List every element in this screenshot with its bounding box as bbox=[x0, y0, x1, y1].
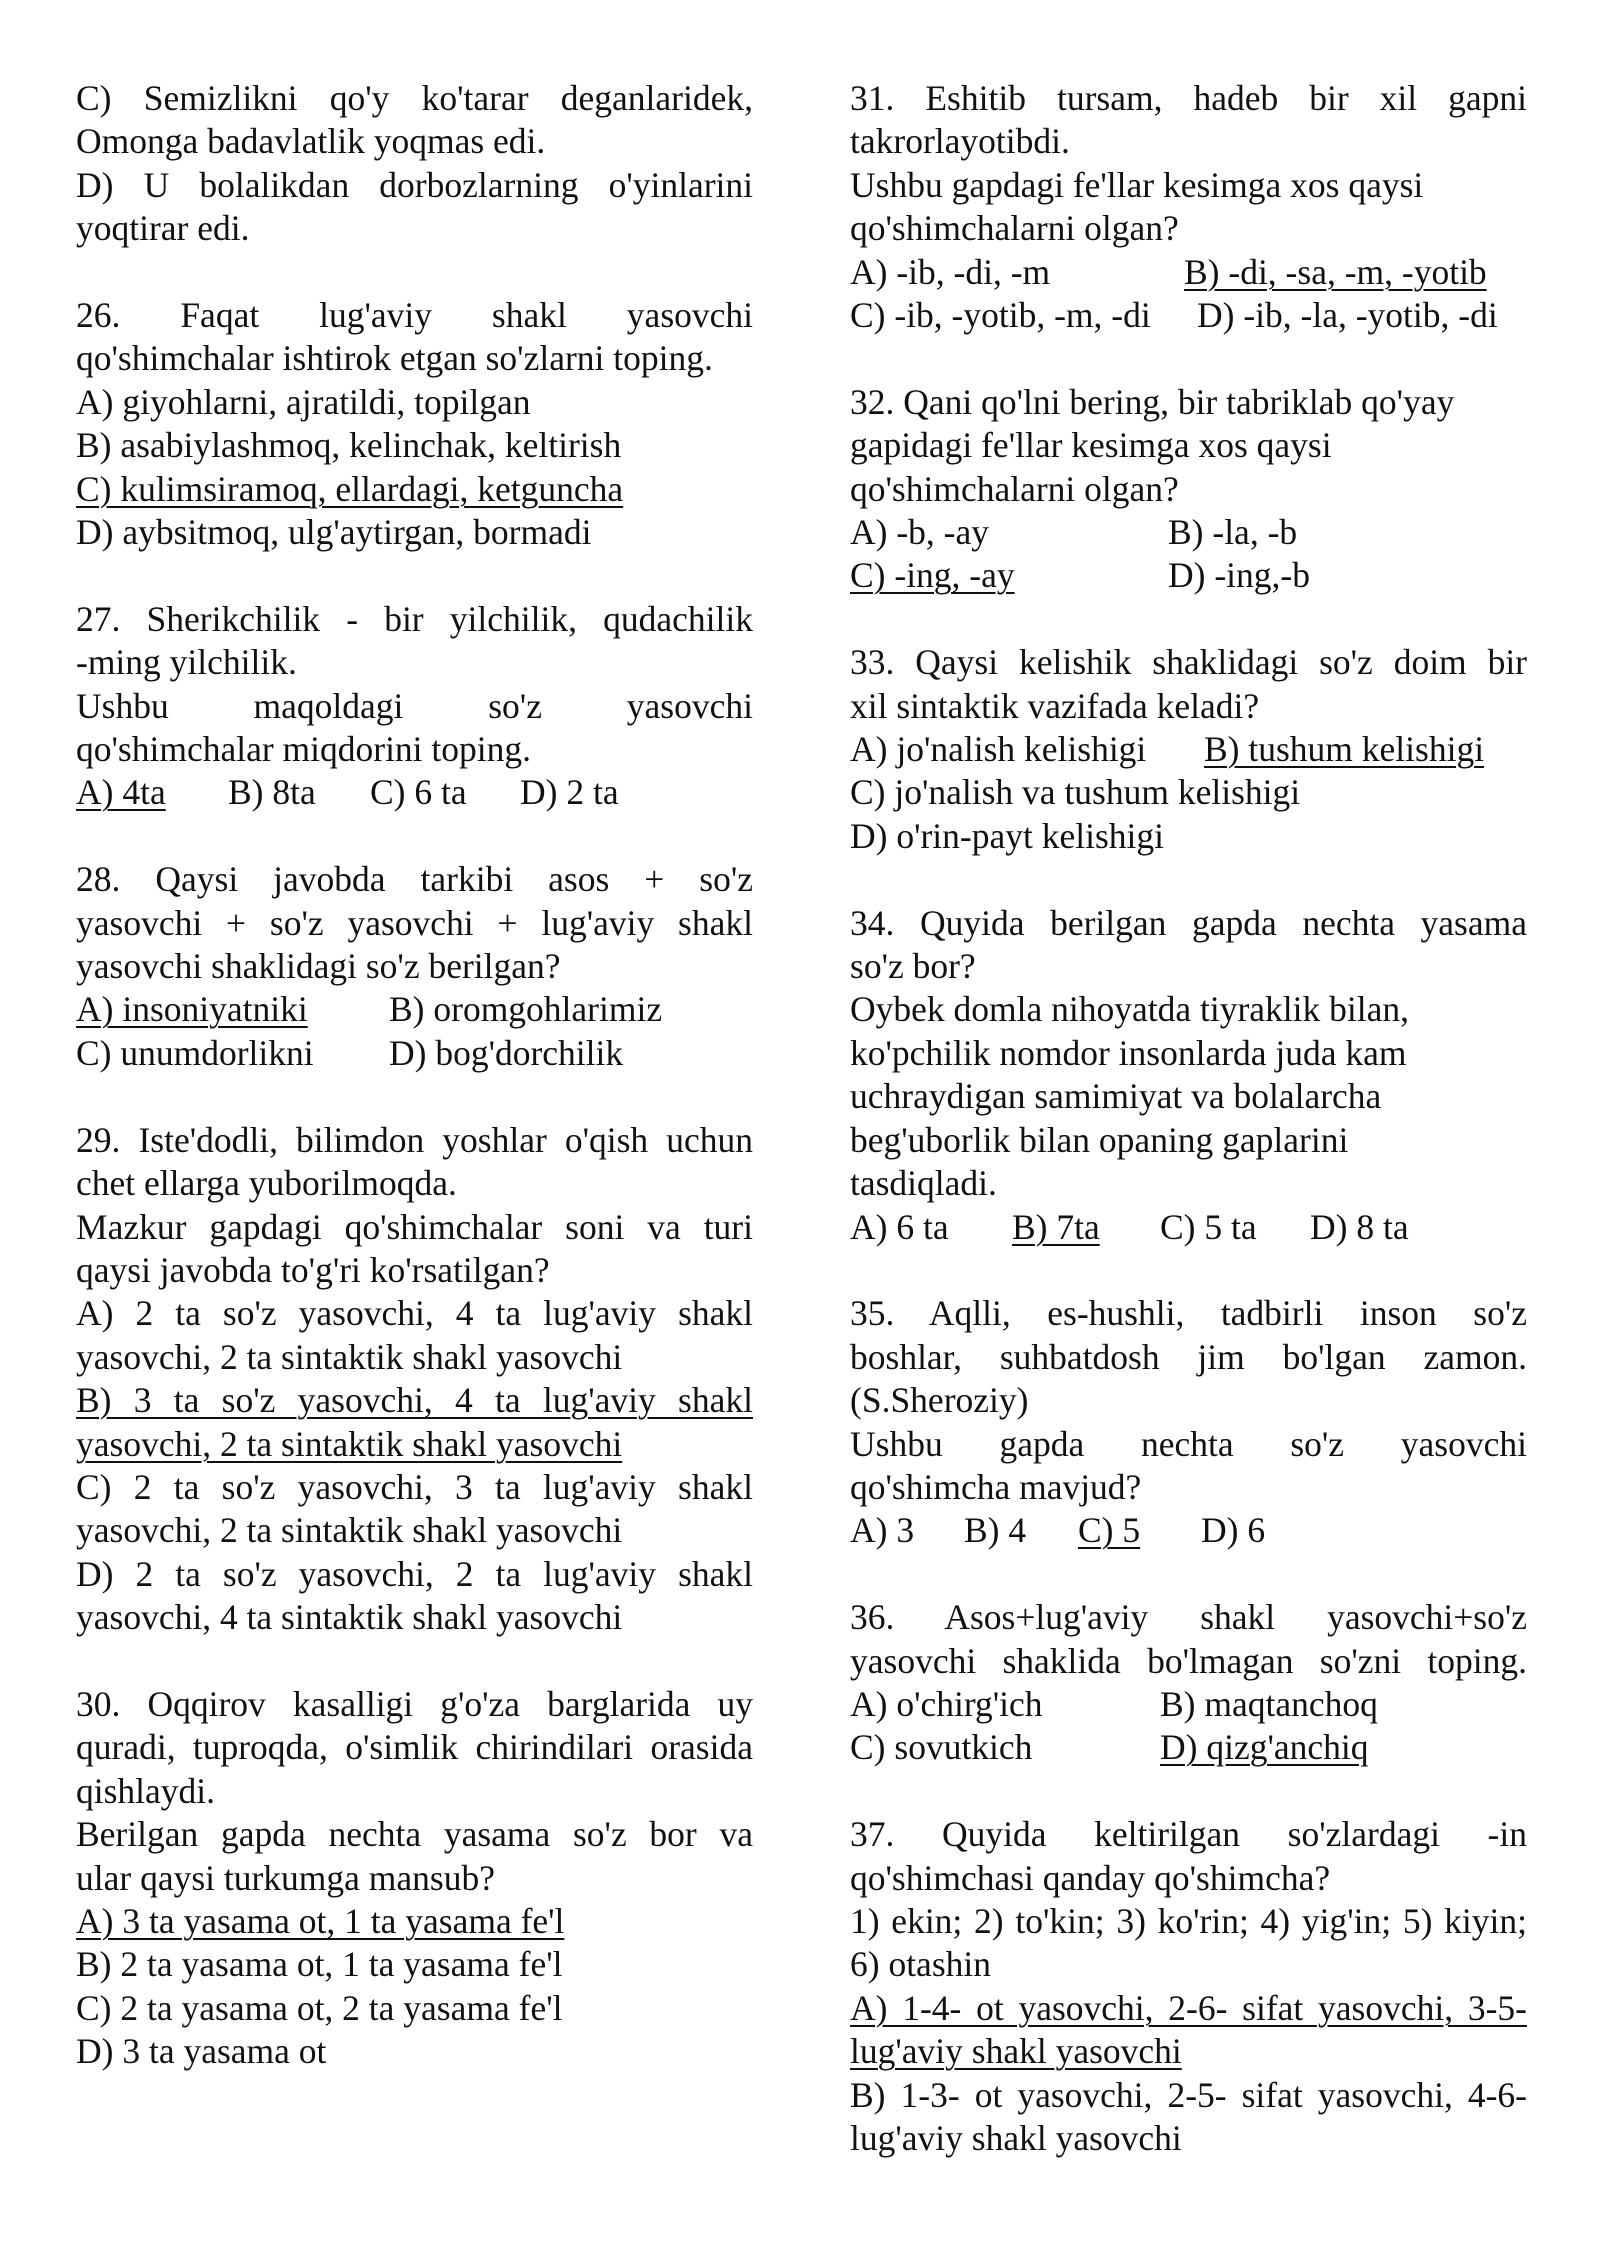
option-a: A) 2 ta so'z yasovchi, 4 ta lug'aviy shakl bbox=[76, 1293, 753, 1334]
option-a: yasovchi, 2 ta sintaktik shakl yasovchi bbox=[76, 1336, 623, 1377]
options-row bbox=[850, 1206, 1527, 1249]
option-a: A) -b, -ay bbox=[850, 512, 989, 553]
correct-answer-option-a: A) 4ta bbox=[76, 772, 166, 813]
question-stem: 6) otashin bbox=[850, 1944, 991, 1985]
option-b: lug'aviy shakl yasovchi bbox=[850, 2118, 1182, 2158]
question-stem: tasdiqladi. bbox=[850, 1163, 997, 1204]
question-stem: 33. Qaysi kelishik shaklidagi so'z doim bir bbox=[850, 642, 1527, 683]
option-b: B) 1-3- ot yasovchi, 2-5- sifat yasovchi, 4-6- bbox=[850, 2074, 1527, 2115]
option-d-line: yoqtirar edi. bbox=[76, 208, 250, 249]
option-c-line: Omonga badavlatlik yoqmas edi. bbox=[76, 121, 546, 162]
option-b: B) oromgohlarimiz bbox=[389, 989, 663, 1030]
question-29 bbox=[76, 1119, 753, 1640]
option-d: D) -ib, -la, -yotib, -di bbox=[1197, 295, 1498, 336]
question-33 bbox=[850, 641, 1527, 858]
correct-answer-option-d: D) qizg'anchiq bbox=[1160, 1727, 1369, 1768]
correct-answer-option-b: B) 3 ta so'z yasovchi, 4 ta lug'aviy shakl bbox=[76, 1380, 753, 1421]
question-stem: beg'uborlik bilan opaning gaplarini bbox=[850, 1119, 1349, 1160]
question-35 bbox=[850, 1292, 1527, 1552]
question-stem: ko'pchilik nomdor insonlarda juda kam bbox=[850, 1032, 1407, 1073]
question-stem: yasovchi + so'z yasovchi + lug'aviy shakl bbox=[76, 902, 753, 943]
question-stem: xil sintaktik vazifada keladi? bbox=[850, 685, 1260, 726]
option-b: B) asabiylashmoq, kelinchak, keltirish bbox=[76, 425, 622, 466]
option-c-line: C) Semizlikni qo'y ko'tarar deganlaridek, bbox=[76, 78, 753, 118]
question-stem: -ming yilchilik. bbox=[76, 642, 297, 683]
question-stem: qishlaydi. bbox=[76, 1770, 216, 1811]
correct-answer-option-a: A) 1-4- ot yasovchi, 2-6- sifat yasovchi, 3-5- bbox=[850, 1987, 1527, 2028]
question-stem: (S.Sheroziy) bbox=[850, 1380, 1029, 1421]
option-d: D) 6 bbox=[1201, 1510, 1266, 1551]
correct-answer-option-b: B) -di, -sa, -m, -yotib bbox=[1184, 251, 1487, 292]
question-26 bbox=[76, 294, 753, 554]
option-a: A) 3 bbox=[850, 1510, 915, 1551]
option-d: D) 3 ta yasama ot bbox=[76, 2031, 327, 2072]
option-d: D) aybsitmoq, ulg'aytirgan, bormadi bbox=[76, 512, 592, 553]
question-stem: qo'shimcha mavjud? bbox=[850, 1466, 1142, 1507]
question-27 bbox=[76, 598, 753, 815]
question-25-tail bbox=[76, 77, 753, 251]
question-stem: 35. Aqlli, es-hushli, tadbirli inson so'z bbox=[850, 1293, 1527, 1334]
option-a: A) jo'nalish kelishigi bbox=[850, 729, 1147, 770]
question-stem: qo'shimchalarni olgan? bbox=[850, 468, 1179, 509]
question-34 bbox=[850, 902, 1527, 1249]
question-32 bbox=[850, 381, 1527, 598]
options-row bbox=[76, 771, 753, 814]
question-stem: Oybek domla nihoyatda tiyraklik bilan, bbox=[850, 989, 1410, 1030]
options-row bbox=[850, 1683, 1527, 1726]
correct-answer-option-b: yasovchi, 2 ta sintaktik shakl yasovchi bbox=[76, 1423, 623, 1464]
question-stem: qo'shimchalar miqdorini toping. bbox=[76, 729, 532, 770]
question-stem: 27. Sherikchilik - bir yilchilik, qudachilik bbox=[76, 598, 753, 639]
question-stem: so'z bor? bbox=[850, 946, 976, 987]
question-stem: Mazkur gapdagi qo'shimchalar soni va turi bbox=[76, 1206, 753, 1247]
option-d: yasovchi, 4 ta sintaktik shakl yasovchi bbox=[76, 1597, 623, 1638]
question-stem: Berilgan gapda nechta yasama so'z bor va bbox=[76, 1814, 753, 1855]
question-28 bbox=[76, 858, 753, 1075]
question-stem: quradi, tuproqda, o'simlik chirindilari orasida bbox=[76, 1727, 753, 1768]
question-stem: chet ellarga yuborilmoqda. bbox=[76, 1163, 457, 1204]
question-stem: Ushbu maqoldagi so'z yasovchi bbox=[76, 685, 753, 726]
correct-answer-option-a: A) insoniyatniki bbox=[76, 989, 308, 1030]
question-stem: boshlar, suhbatdosh jim bo'lgan zamon. bbox=[850, 1336, 1527, 1377]
option-a: A) giyohlarni, ajratildi, topilgan bbox=[76, 381, 531, 422]
question-stem: qo'shimchasi qanday qo'shimcha? bbox=[850, 1857, 1331, 1898]
question-stem: 36. Asos+lug'aviy shakl yasovchi+so'z bbox=[850, 1597, 1527, 1638]
question-stem: 32. Qani qo'lni bering, bir tabriklab qo'yay bbox=[850, 381, 1455, 422]
option-c: yasovchi, 2 ta sintaktik shakl yasovchi bbox=[76, 1510, 623, 1551]
left-column bbox=[76, 77, 753, 2074]
option-b: B) 4 bbox=[964, 1510, 1027, 1551]
option-d: D) 2 ta so'z yasovchi, 2 ta lug'aviy shakl bbox=[76, 1553, 753, 1594]
question-stem: 26. Faqat lug'aviy shakl yasovchi bbox=[76, 295, 753, 336]
option-a: A) o'chirg'ich bbox=[850, 1683, 1043, 1724]
question-stem: 28. Qaysi javobda tarkibi asos + so'z bbox=[76, 859, 753, 900]
question-stem: 30. Oqqirov kasalligi g'o'za barglarida uy bbox=[76, 1683, 753, 1724]
options-row bbox=[76, 988, 753, 1031]
options-row bbox=[850, 728, 1527, 771]
option-c: C) 2 ta so'z yasovchi, 3 ta lug'aviy shakl bbox=[76, 1466, 753, 1507]
correct-answer-option-a: A) 3 ta yasama ot, 1 ta yasama fe'l bbox=[76, 1900, 565, 1941]
question-stem: 37. Quyida keltirilgan so'zlardagi -in bbox=[850, 1814, 1527, 1855]
correct-answer-option-a: lug'aviy shakl yasovchi bbox=[850, 2031, 1182, 2072]
option-b: B) 2 ta yasama ot, 1 ta yasama fe'l bbox=[76, 1944, 563, 1985]
options-row bbox=[850, 511, 1527, 554]
question-30 bbox=[76, 1683, 753, 2074]
option-c: C) unumdorlikni bbox=[76, 1032, 314, 1073]
question-stem: 31. Eshitib tursam, hadeb bir xil gapni bbox=[850, 78, 1527, 118]
options-row bbox=[76, 1032, 753, 1075]
question-stem: qo'shimchalar ishtirok etgan so'zlarni toping. bbox=[76, 338, 713, 379]
option-d: D) 2 ta bbox=[520, 772, 619, 813]
option-d: D) -ing,-b bbox=[1168, 555, 1310, 596]
options-row bbox=[850, 1509, 1527, 1552]
options-row bbox=[850, 554, 1527, 597]
question-stem: yasovchi shaklida bo'lmagan so'zni toping. bbox=[850, 1640, 1527, 1681]
question-stem: 34. Quyida berilgan gapda nechta yasama bbox=[850, 902, 1527, 943]
question-stem: 29. Iste'dodli, bilimdon yoshlar o'qish uchun bbox=[76, 1119, 753, 1160]
question-36 bbox=[850, 1596, 1527, 1770]
question-31 bbox=[850, 77, 1527, 337]
option-d: D) 8 ta bbox=[1310, 1206, 1409, 1247]
question-37 bbox=[850, 1813, 1527, 2160]
question-stem: qaysi javobda to'g'ri ko'rsatilgan? bbox=[76, 1249, 550, 1290]
option-c: C) 5 ta bbox=[1160, 1206, 1257, 1247]
option-d: D) bog'dorchilik bbox=[389, 1032, 624, 1073]
question-stem: takrorlayotibdi. bbox=[850, 121, 1070, 162]
correct-answer-option-c: C) kulimsiramoq, ellardagi, ketguncha bbox=[76, 468, 624, 509]
option-d: D) o'rin-payt kelishigi bbox=[850, 815, 1165, 856]
question-stem: ular qaysi turkumga mansub? bbox=[76, 1857, 495, 1898]
question-stem: Ushbu gapdagi fe'llar kesimga xos qaysi bbox=[850, 164, 1424, 205]
question-stem: uchraydigan samimiyat va bolalarcha bbox=[850, 1076, 1382, 1117]
options-row bbox=[850, 251, 1527, 294]
option-c: C) -ib, -yotib, -m, -di bbox=[850, 295, 1151, 336]
question-stem: gapidagi fe'llar kesimga xos qaysi bbox=[850, 425, 1332, 466]
option-b: B) maqtanchoq bbox=[1160, 1683, 1378, 1724]
question-stem: yasovchi shaklidagi so'z berilgan? bbox=[76, 946, 561, 987]
correct-answer-option-c: C) 5 bbox=[1078, 1510, 1141, 1551]
right-column bbox=[850, 77, 1527, 2160]
option-c: C) 2 ta yasama ot, 2 ta yasama fe'l bbox=[76, 1987, 563, 2028]
question-stem: Ushbu gapda nechta so'z yasovchi bbox=[850, 1423, 1527, 1464]
options-row bbox=[850, 1726, 1527, 1769]
option-c: C) sovutkich bbox=[850, 1727, 1033, 1768]
correct-answer-option-b: B) tushum kelishigi bbox=[1204, 729, 1485, 770]
question-stem: 1) ekin; 2) to'kin; 3) ko'rin; 4) yig'in; 5) kiyin; bbox=[850, 1900, 1527, 1941]
correct-answer-option-b: B) 7ta bbox=[1012, 1206, 1100, 1247]
option-b: B) 8ta bbox=[228, 772, 316, 813]
correct-answer-option-c: C) -ing, -ay bbox=[850, 555, 1015, 596]
option-c: C) 6 ta bbox=[370, 772, 467, 813]
option-a: A) -ib, -di, -m bbox=[850, 251, 1051, 292]
option-c: C) jo'nalish va tushum kelishigi bbox=[850, 772, 1301, 813]
option-d-line: D) U bolalikdan dorbozlarning o'yinlarini bbox=[76, 164, 753, 205]
question-stem: qo'shimchalarni olgan? bbox=[850, 208, 1179, 249]
option-a: A) 6 ta bbox=[850, 1206, 949, 1247]
option-b: B) -la, -b bbox=[1168, 512, 1298, 553]
options-row bbox=[850, 294, 1527, 337]
